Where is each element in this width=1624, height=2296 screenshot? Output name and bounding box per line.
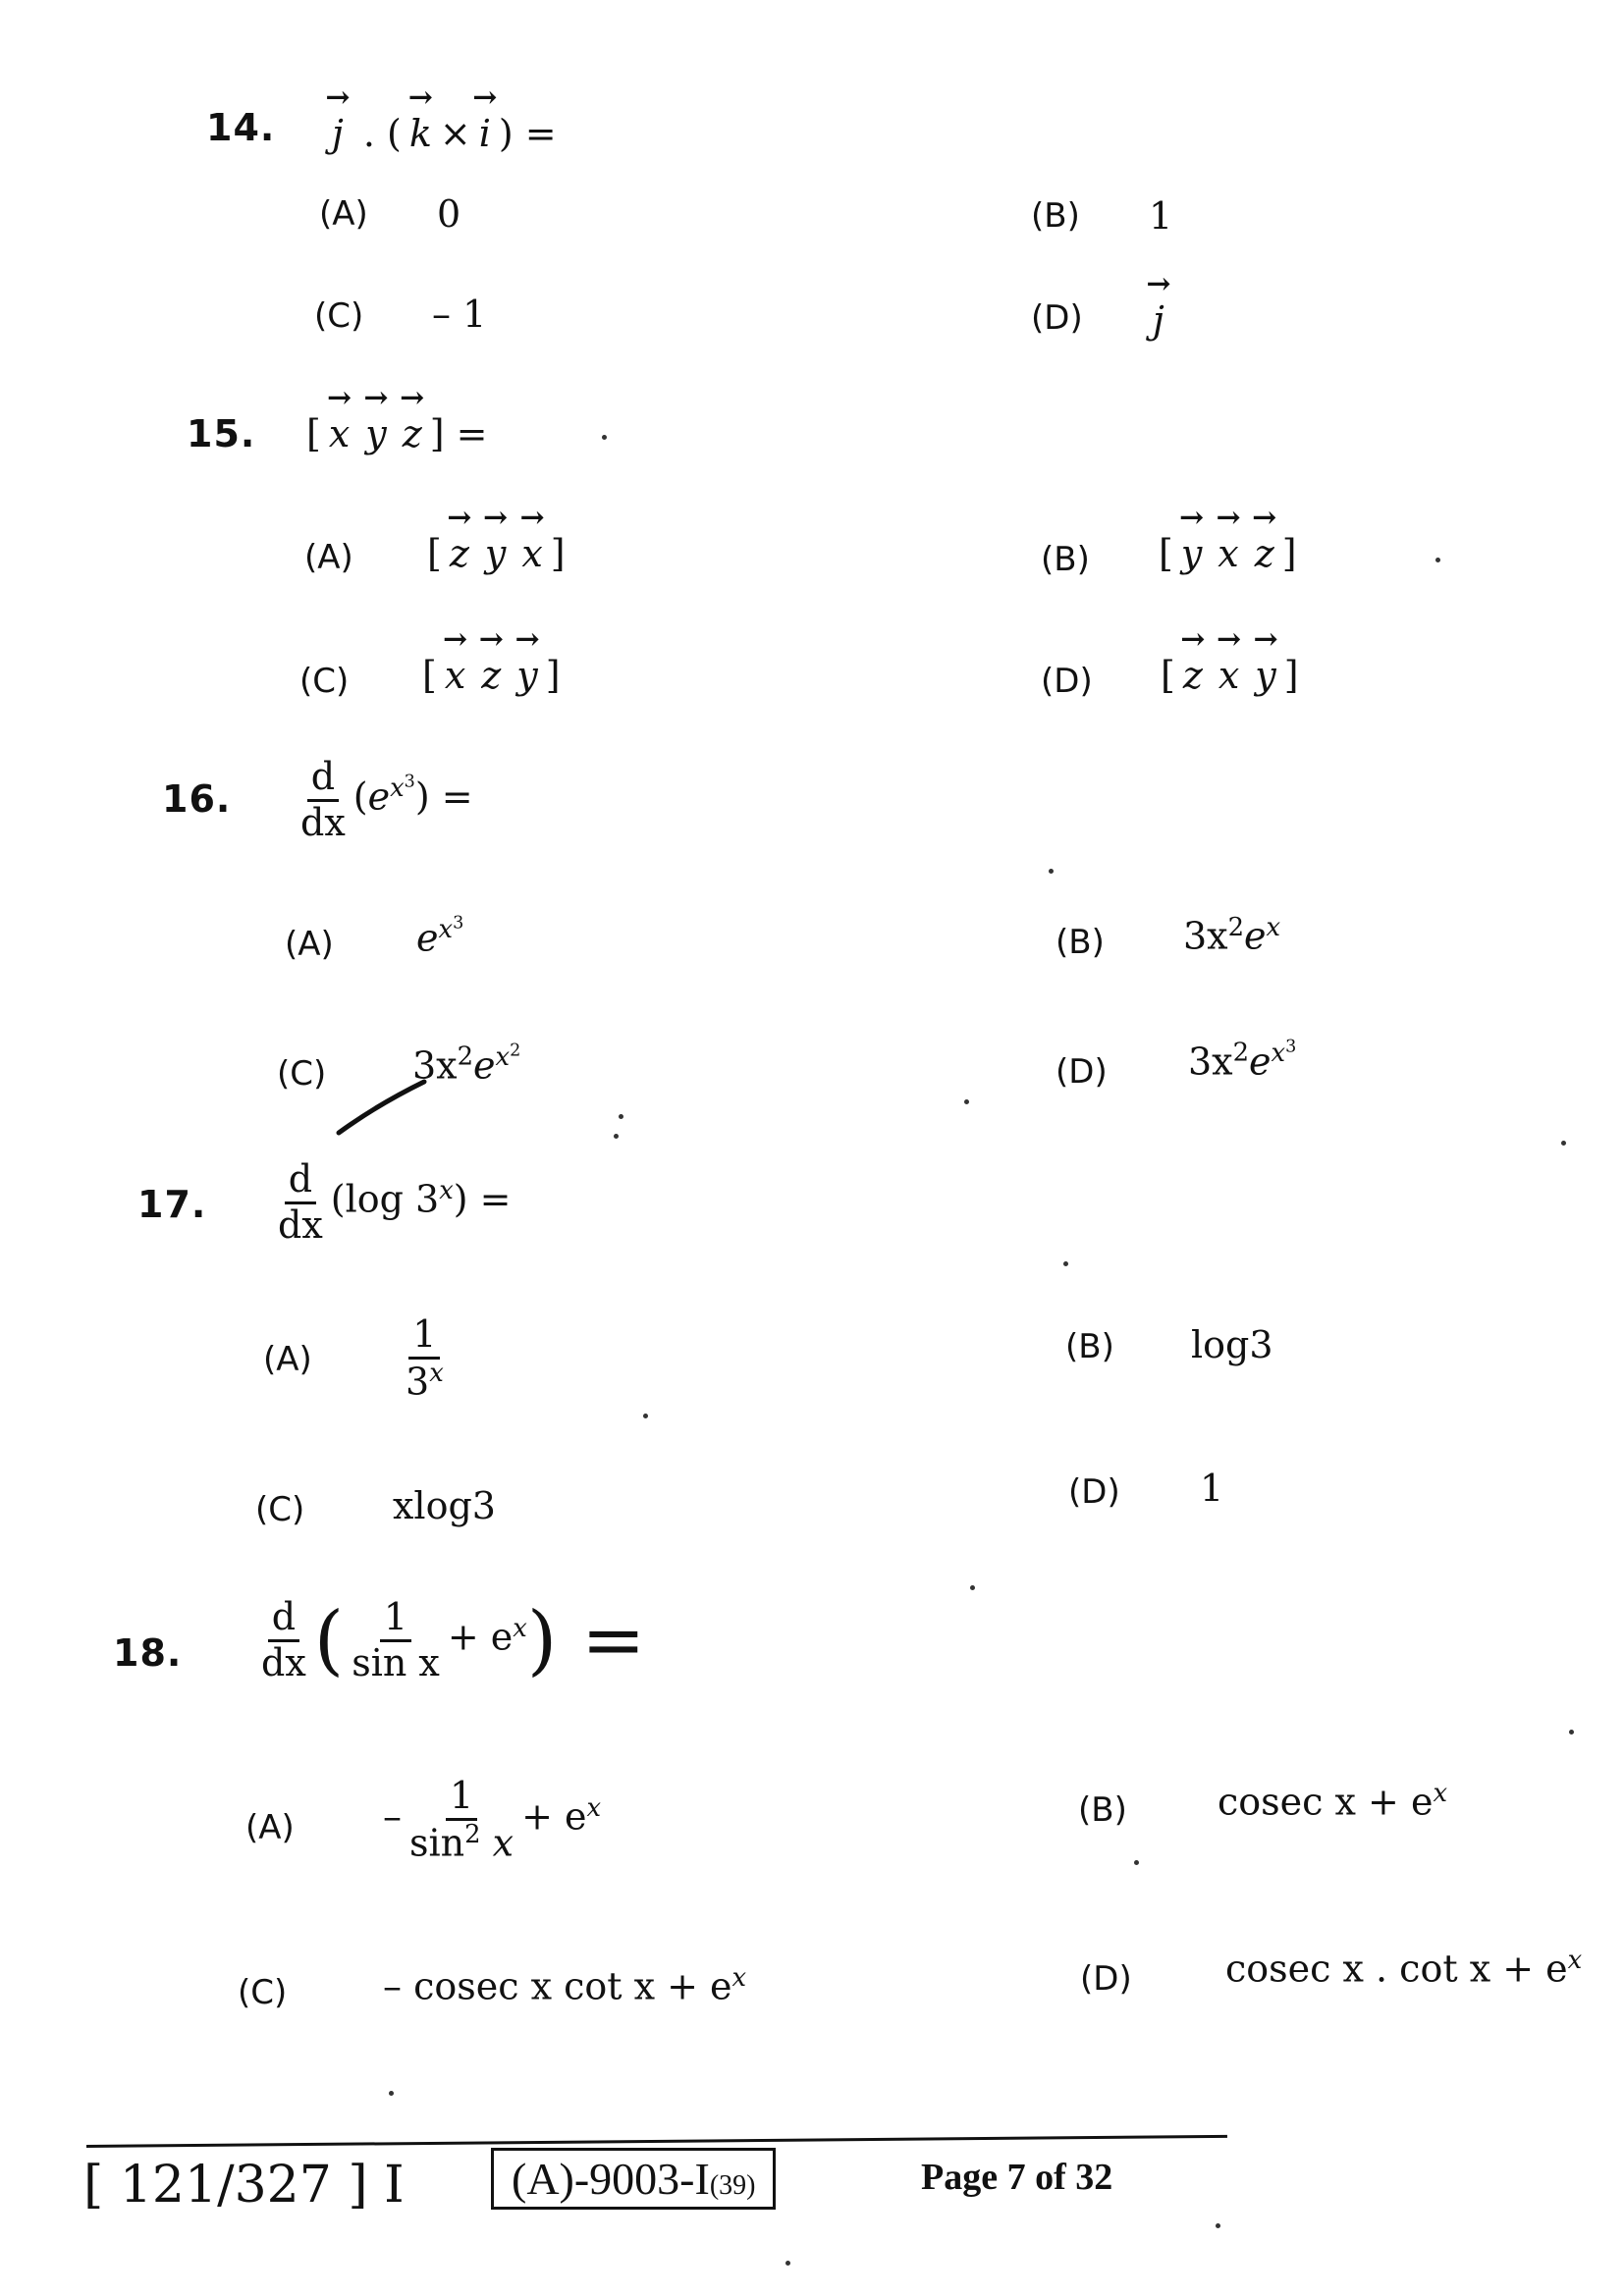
- option-value: 1: [1200, 1467, 1224, 1510]
- question-18-stem: $\frac{d}{dx}$ ( $\frac{1}{\text{sin x}}$ + $e^x$) =: [253, 1596, 645, 1684]
- scan-speck: [1569, 1730, 1574, 1735]
- question-17-number: 17.: [137, 1183, 207, 1226]
- option-value: [→ z→ y→ x ]: [427, 518, 566, 575]
- option-label: (D): [1031, 298, 1083, 338]
- option-label: (A): [319, 194, 368, 234]
- option-label: (C): [314, 296, 364, 336]
- vector-j: → j: [1153, 285, 1164, 342]
- derivative-operator: $\frac{d}{dx}$: [261, 1595, 306, 1684]
- option-value: $3x^2e^x$: [1183, 913, 1281, 958]
- paper-code: [ 121/327 ] I: [83, 2156, 405, 2215]
- scan-speck: [964, 1099, 969, 1104]
- vector-j: → j: [332, 98, 344, 155]
- scan-speck: [643, 1414, 648, 1418]
- option-label: (A): [304, 538, 353, 577]
- scan-speck: [970, 1585, 975, 1590]
- scan-speck: [1063, 1261, 1068, 1266]
- page-number: Page 7 of 32: [921, 2157, 1113, 2198]
- question-14-stem: → j . (→ k ×→ i ) =: [324, 98, 557, 155]
- option-value: [→ z→ x→ y ]: [1161, 640, 1299, 697]
- footer-divider: [86, 2135, 1227, 2148]
- scan-speck: [602, 435, 607, 440]
- question-14-number: 14.: [206, 106, 276, 149]
- option-value: $\frac{1}{3^x}$: [406, 1312, 444, 1404]
- option-label: (B): [1056, 923, 1105, 962]
- derivative-operator: $\frac{d}{dx}$: [278, 1157, 323, 1247]
- option-label: (C): [255, 1490, 305, 1529]
- option-value: 0: [437, 192, 461, 236]
- scan-speck: [785, 2261, 790, 2266]
- scan-speck: [1216, 2223, 1220, 2228]
- question-16-number: 16.: [162, 777, 232, 821]
- scan-speck: [1134, 1860, 1139, 1865]
- option-value: [1145, 285, 1172, 342]
- series-code-box: (A)-9003-I(39): [491, 2148, 776, 2210]
- scan-speck: [1561, 1141, 1566, 1146]
- scan-speck: [1049, 869, 1054, 874]
- option-value: – 1: [432, 293, 487, 336]
- option-label: (D): [1080, 1959, 1132, 1999]
- option-label: (A): [245, 1808, 295, 1847]
- scan-speck: [389, 2091, 394, 2096]
- derivative-operator: $\frac{d}{dx}$: [300, 755, 346, 844]
- option-label: (C): [238, 1973, 288, 2012]
- option-label: (C): [277, 1054, 327, 1094]
- option-label: (D): [1056, 1052, 1108, 1092]
- option-value: cosec x . $\cot x + e^x$: [1225, 1946, 1583, 1991]
- option-value: [→ x→ z→ y ]: [422, 640, 561, 697]
- option-label: (C): [299, 662, 350, 701]
- scan-speck: [614, 1134, 619, 1139]
- option-value: $3x^2e^{x^2}$: [412, 1041, 521, 1088]
- option-label: (B): [1078, 1790, 1127, 1830]
- vector-i: → i: [479, 98, 491, 155]
- option-label: (B): [1031, 196, 1080, 236]
- option-value: [→ y→ x→ z ]: [1159, 518, 1297, 575]
- question-15-number: 15.: [187, 412, 256, 455]
- option-value: $3x^2e^{x^3}$: [1188, 1037, 1297, 1084]
- option-label: (B): [1065, 1327, 1114, 1366]
- scan-speck: [1435, 558, 1440, 562]
- option-value: – $\frac{1}{\sin^2 x}$ + $e^x$: [383, 1774, 602, 1865]
- option-value: log3: [1191, 1323, 1273, 1366]
- option-value: $e^{x^3}$: [416, 913, 464, 960]
- question-15-stem: [→ x→ y→ z ] =: [306, 399, 488, 455]
- option-value: cosec $x + e^x$: [1218, 1779, 1448, 1824]
- option-label: (B): [1041, 540, 1090, 579]
- question-16-stem: $\frac{d}{dx}$ $(e^{x^3})$ =: [293, 756, 473, 844]
- option-label: (D): [1068, 1472, 1120, 1512]
- option-value: xlog3: [393, 1484, 496, 1527]
- scan-speck: [619, 1114, 623, 1119]
- question-18-number: 18.: [113, 1631, 183, 1675]
- option-label: (A): [285, 925, 334, 964]
- pen-tick-mark: [334, 1070, 432, 1139]
- question-17-stem: $\frac{d}{dx}$ (log $3^x$) =: [270, 1158, 512, 1247]
- option-value: 1: [1149, 194, 1173, 238]
- option-label: (D): [1041, 662, 1093, 701]
- option-value: – cosec x $\cot x + e^x$: [383, 1963, 747, 2008]
- option-label: (A): [263, 1340, 312, 1379]
- vector-k: → k: [409, 98, 432, 155]
